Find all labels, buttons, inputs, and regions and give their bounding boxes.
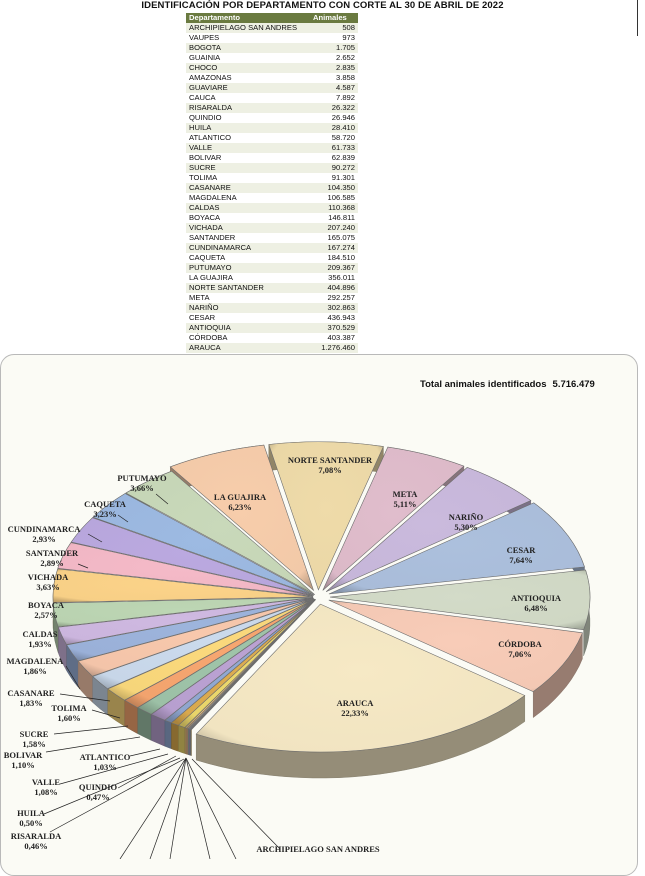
cell-animales: 104.350 (310, 183, 358, 193)
table-row (186, 213, 358, 223)
cell-animales: 1.276.460 (310, 343, 358, 353)
table-row (186, 43, 358, 53)
cell-departamento: BOGOTA (186, 43, 310, 53)
cell-animales: 146.811 (310, 213, 358, 223)
cell-animales: 58.720 (310, 133, 358, 143)
pie-chart (0, 354, 637, 859)
cell-departamento: ARCHIPIELAGO SAN ANDRES (186, 23, 310, 33)
slice-percent: 5,11% (394, 499, 417, 509)
cell-animales: 1.705 (310, 43, 358, 53)
slice-label: ATLANTICO (80, 752, 131, 762)
cell-departamento: TOLIMA (186, 173, 310, 183)
table-row (186, 253, 358, 263)
cell-animales: 91.301 (310, 173, 358, 183)
slice-percent: 1,93% (28, 639, 51, 649)
slice-percent: 1,08% (34, 787, 57, 797)
cell-animales: 209.367 (310, 263, 358, 273)
table-row (186, 33, 358, 43)
slice-label: CALDAS (23, 629, 58, 639)
table-row (186, 183, 358, 193)
cell-animales: 302.863 (310, 303, 358, 313)
cell-animales: 370.529 (310, 323, 358, 333)
slice-percent: 22,33% (341, 708, 369, 718)
leader-line (186, 758, 236, 859)
table-row (186, 133, 358, 143)
leader-line (130, 749, 160, 756)
slice-percent: 3,63% (36, 582, 59, 592)
cell-departamento: ARAUCA (186, 343, 310, 353)
cell-departamento: QUINDIO (186, 113, 310, 123)
slice-label: SANTANDER (26, 548, 79, 558)
leader-line (150, 758, 186, 859)
table-row (186, 143, 358, 153)
table-row (186, 103, 358, 113)
slice-label: ARAUCA (337, 698, 375, 708)
departments-table (186, 13, 358, 353)
cell-animales: 7.892 (310, 93, 358, 103)
column-divider (637, 0, 638, 36)
slice-percent: 2,89% (40, 558, 63, 568)
table-row (186, 273, 358, 283)
slice-label: BOLIVAR (4, 750, 43, 760)
slice-percent: 1,10% (11, 760, 34, 770)
cell-animales: 167.274 (310, 243, 358, 253)
slice-label: META (393, 489, 419, 499)
table-row (186, 293, 358, 303)
slice-percent: 6,48% (524, 603, 547, 613)
cell-animales: 106.585 (310, 193, 358, 203)
table-row (186, 123, 358, 133)
slice-label: QUINDIO (79, 782, 118, 792)
table-row (186, 243, 358, 253)
cell-departamento: CÓRDOBA (186, 333, 310, 343)
table-row (186, 263, 358, 273)
cell-departamento: VICHADA (186, 223, 310, 233)
cell-animales: 3.858 (310, 73, 358, 83)
slice-label: ANTIOQUIA (511, 593, 562, 603)
cell-animales: 28.410 (310, 123, 358, 133)
cell-departamento: ATLANTICO (186, 133, 310, 143)
leader-line (46, 737, 140, 752)
slice-percent: 1,03% (93, 762, 116, 772)
cell-departamento: LA GUAJIRA (186, 273, 310, 283)
slice-label: VALLE (32, 777, 61, 787)
cell-animales: 110.368 (310, 203, 358, 213)
slice-label: CÓRDOBA (498, 639, 542, 649)
cell-departamento: GUAVIARE (186, 83, 310, 93)
total-label: Total animales identificados (420, 379, 547, 390)
cell-departamento: BOLIVAR (186, 153, 310, 163)
leader-line (170, 758, 186, 859)
cell-animales: 26.322 (310, 103, 358, 113)
table-row (186, 233, 358, 243)
pie-slice-side (185, 728, 187, 755)
table-row (186, 63, 358, 73)
slice-label: CUNDINAMARCA (8, 524, 82, 534)
table-row (186, 163, 358, 173)
table-row (186, 73, 358, 83)
cell-animales: 508 (310, 23, 358, 33)
cell-departamento: ANTIOQUIA (186, 323, 310, 333)
slice-label: CESAR (507, 545, 537, 555)
cell-animales: 184.510 (310, 253, 358, 263)
slice-percent: 7,08% (318, 465, 341, 475)
slice-percent: 3,66% (130, 483, 153, 493)
slice-percent: 0,50% (19, 818, 42, 828)
cell-departamento: NARIÑO (186, 303, 310, 313)
slice-label: TOLIMA (51, 703, 87, 713)
leader-line (50, 759, 184, 832)
slice-label: LA GUAJIRA (214, 492, 267, 502)
slice-percent: 5,30% (454, 522, 477, 532)
slice-label: HUILA (17, 808, 46, 818)
table-row (186, 333, 358, 343)
cell-departamento: CHOCO (186, 63, 310, 73)
slice-label: CAQUETA (84, 499, 127, 509)
cell-departamento: RISARALDA (186, 103, 310, 113)
cell-departamento: META (186, 293, 310, 303)
cell-departamento: CALDAS (186, 203, 310, 213)
cell-animales: 2.652 (310, 53, 358, 63)
cell-animales: 436.943 (310, 313, 358, 323)
slice-label: MAGDALENA (7, 656, 65, 666)
table-row (186, 283, 358, 293)
slice-percent: 1,86% (23, 666, 46, 676)
slice-label: NARIÑO (449, 512, 484, 522)
slice-percent: 7,64% (509, 555, 532, 565)
cell-animales: 62.839 (310, 153, 358, 163)
cell-departamento: CUNDINAMARCA (186, 243, 310, 253)
slice-label: CASANARE (7, 688, 55, 698)
table-row (186, 53, 358, 63)
table-row (186, 313, 358, 323)
cell-departamento: SANTANDER (186, 233, 310, 243)
cell-animales: 404.896 (310, 283, 358, 293)
cell-animales: 356.011 (310, 273, 358, 283)
cell-animales: 90.272 (310, 163, 358, 173)
table-row (186, 93, 358, 103)
table-row (186, 203, 358, 213)
slice-percent: 0,47% (86, 792, 109, 802)
table-row (186, 303, 358, 313)
cell-departamento: BOYACA (186, 213, 310, 223)
cell-departamento: CESAR (186, 313, 310, 323)
chart-panel (0, 354, 637, 874)
table-body (186, 23, 358, 353)
table-row (186, 193, 358, 203)
cell-animales: 26.946 (310, 113, 358, 123)
pie-slice-side (171, 723, 178, 752)
cell-departamento: CASANARE (186, 183, 310, 193)
slice-percent: 2,57% (34, 610, 57, 620)
table-row (186, 83, 358, 93)
cell-departamento: HUILA (186, 123, 310, 133)
page-title: IDENTIFICACIÓN POR DEPARTAMENTO CON CORTE AL 30 DE ABRIL DE 2022 (0, 0, 645, 11)
cell-animales: 61.733 (310, 143, 358, 153)
slice-label: BOYACA (28, 600, 65, 610)
cell-animales: 4.587 (310, 83, 358, 93)
slice-label: SUCRE (20, 729, 49, 739)
pie-slice-side (178, 725, 184, 753)
slice-percent: 3,23% (93, 509, 116, 519)
slice-label: RISARALDA (11, 831, 62, 841)
cell-animales: 292.257 (310, 293, 358, 303)
leader-line (186, 758, 210, 859)
column-header-departamento[interactable]: Departamento (186, 13, 310, 23)
slice-percent: 0,46% (24, 841, 47, 851)
cell-departamento: NORTE SANTANDER (186, 283, 310, 293)
cell-animales: 973 (310, 33, 358, 43)
cell-animales: 403.387 (310, 333, 358, 343)
table-row (186, 323, 358, 333)
cell-departamento: PUTUMAYO (186, 263, 310, 273)
cell-departamento: GUAINIA (186, 53, 310, 63)
slice-percent: 7,06% (508, 649, 531, 659)
table-row (186, 23, 358, 33)
table-row (186, 173, 358, 183)
slice-percent: 6,23% (228, 502, 251, 512)
table-row (186, 223, 358, 233)
table-row (186, 113, 358, 123)
cell-animales: 165.075 (310, 233, 358, 243)
cell-animales: 207.240 (310, 223, 358, 233)
cell-departamento: CAQUETA (186, 253, 310, 263)
slice-percent: 1,60% (57, 713, 80, 723)
total-value: 5.716.479 (553, 379, 595, 390)
cell-animales: 2.835 (310, 63, 358, 73)
column-header-animales[interactable]: Animales (310, 13, 358, 23)
cell-departamento: CAUCA (186, 93, 310, 103)
cell-departamento: MAGDALENA (186, 193, 310, 203)
cell-departamento: AMAZONAS (186, 73, 310, 83)
leader-line (54, 726, 128, 734)
slice-percent: 1,58% (22, 739, 45, 749)
slice-label: ARCHIPIELAGO SAN ANDRES (256, 844, 380, 854)
slice-label: PUTUMAYO (117, 473, 167, 483)
slice-percent: 2,93% (32, 534, 55, 544)
slice-label: VICHADA (28, 572, 69, 582)
cell-departamento: SUCRE (186, 163, 310, 173)
table-row (186, 153, 358, 163)
pie-slice-side (165, 720, 171, 748)
leader-line (120, 758, 186, 859)
cell-departamento: VALLE (186, 143, 310, 153)
slice-percent: 1,83% (19, 698, 42, 708)
cell-departamento: VAUPES (186, 33, 310, 43)
table-row (186, 343, 358, 353)
table-header-row (186, 13, 358, 23)
slice-label: NORTE SANTANDER (288, 455, 373, 465)
